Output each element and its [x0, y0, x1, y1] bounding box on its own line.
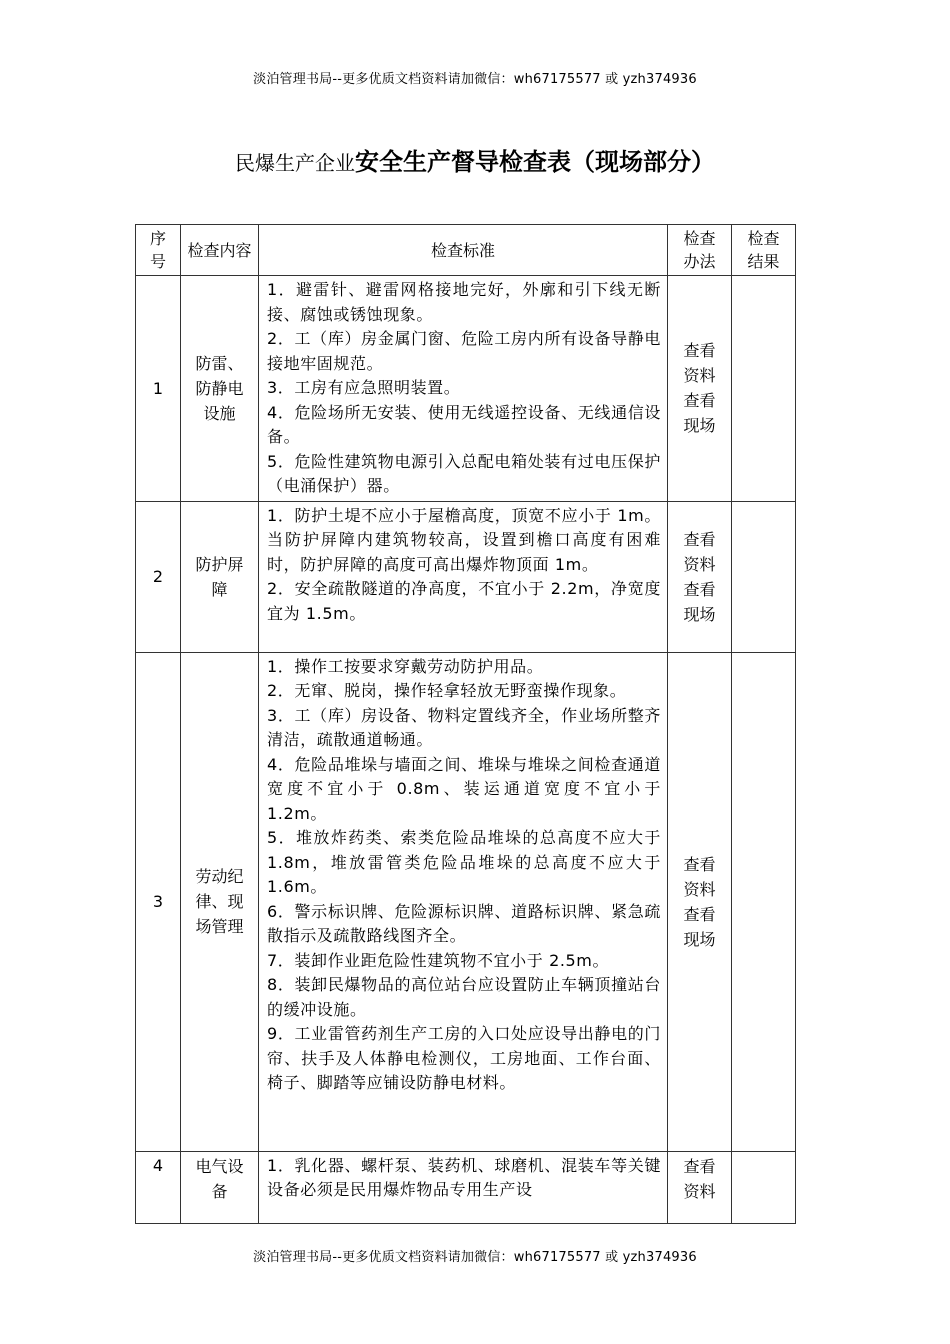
check-standard — [259, 652, 668, 1151]
check-standard — [259, 276, 668, 502]
table-row — [136, 652, 796, 1151]
row-number: 1 — [136, 276, 181, 502]
header-no: 序号 — [136, 225, 181, 276]
standard-item: 6．警示标识牌、危险源标识牌、道路标识牌、紧急疏散指示及疏散路线图齐全。 — [267, 901, 661, 945]
check-standard — [259, 501, 668, 652]
header-content: 检查内容 — [181, 225, 259, 276]
standard-item: 2．无窜、脱岗，操作轻拿轻放无野蛮操作现象。 — [267, 681, 627, 700]
header-method: 检查办法 — [668, 225, 732, 276]
page-header: 淡泊管理书局--更多优质文档资料请加微信：wh67175577 或 yzh374936 — [253, 72, 697, 87]
check-content: 电气设备 — [181, 1151, 259, 1223]
standard-item: 4．危险品堆垛与墙面之间、堆垛与堆垛之间检查通道宽度不宜小于 0.8m、装运通道宽度不宜小于 1.2m。 — [267, 754, 661, 823]
standard-item: 4．危险场所无安装、使用无线遥控设备、无线通信设备。 — [267, 402, 661, 446]
standard-item: 1．避雷针、避雷网格接地完好，外廓和引下线无断接、腐蚀或锈蚀现象。 — [267, 280, 661, 324]
standard-item: 1．乳化器、螺杆泵、装药机、球磨机、混装车等关键设备必须是民用爆炸物品专用生产设 — [267, 1155, 661, 1199]
check-method: 查看资料查看现场 — [668, 501, 732, 652]
title-main: 安全生产督导检查表（现场部分） — [355, 147, 715, 176]
check-content: 防雷、防静电设施 — [181, 276, 259, 502]
check-result — [732, 1151, 796, 1223]
check-result — [732, 501, 796, 652]
table-row — [136, 276, 796, 502]
row-number: 3 — [136, 652, 181, 1151]
standard-item: 5．堆放炸药类、索类危险品堆垛的总高度不应大于 1.8m，堆放雷管类危险品堆垛的总高度不应大于 1.6m。 — [267, 828, 661, 896]
row-number: 2 — [136, 501, 181, 652]
standard-item: 7．装卸作业距危险性建筑物不宜小于 2.5m。 — [267, 950, 610, 970]
check-result — [732, 276, 796, 502]
check-content: 劳动纪律、现场管理 — [181, 652, 259, 1151]
table-row — [136, 501, 796, 652]
standard-item: 3．工房有应急照明装置。 — [267, 378, 461, 397]
table-row — [136, 1151, 796, 1223]
check-result — [732, 652, 796, 1151]
standard-item: 3．工（库）房设备、物料定置线齐全，作业场所整齐清洁，疏散通道畅通。 — [267, 705, 661, 749]
page-footer: 淡泊管理书局--更多优质文档资料请加微信：wh67175577 或 yzh374936 — [253, 1250, 697, 1265]
standard-item: 1．操作工按要求穿戴劳动防护用品。 — [267, 656, 544, 676]
standard-item: 2．安全疏散隧道的净高度，不宜小于 2.2m，净宽度宜为 1.5m。 — [267, 579, 661, 623]
header-result: 检查结果 — [732, 225, 796, 276]
standard-item: 9．工业雷管药剂生产工房的入口处应设导出静电的门帘、扶手及人体静电检测仪，工房地面、工作台面、椅子、脚踏等应铺设防静电材料。 — [267, 1024, 661, 1092]
standard-item: 5．危险性建筑物电源引入总配电箱处装有过电压保护（电涌保护）器。 — [267, 451, 661, 495]
title-prefix: 民爆生产企业 — [235, 151, 355, 175]
check-content: 防护屏障 — [181, 501, 259, 652]
row-number: 4 — [136, 1151, 181, 1223]
table-header-row — [136, 225, 796, 276]
standard-item: 8．装卸民爆物品的高位站台应设置防止车辆顶撞站台的缓冲设施。 — [267, 975, 661, 1019]
check-standard — [259, 1151, 668, 1223]
standard-item: 2．工（库）房金属门窗、危险工房内所有设备导静电接地牢固规范。 — [267, 329, 661, 373]
header-standard: 检查标准 — [259, 225, 668, 276]
document-title — [0, 142, 950, 177]
check-method: 查看资料查看现场 — [668, 652, 732, 1151]
check-method: 查看资料 — [668, 1151, 732, 1223]
inspection-table — [135, 224, 796, 1224]
standard-item: 1．防护土堤不应小于屋檐高度，顶宽不应小于 1m。当防护屏障内建筑物较高，设置到檐口高度有困难时，防护屏障的高度可高出爆炸物顶面 1m。 — [267, 505, 661, 574]
check-method: 查看资料查看现场 — [668, 276, 732, 502]
